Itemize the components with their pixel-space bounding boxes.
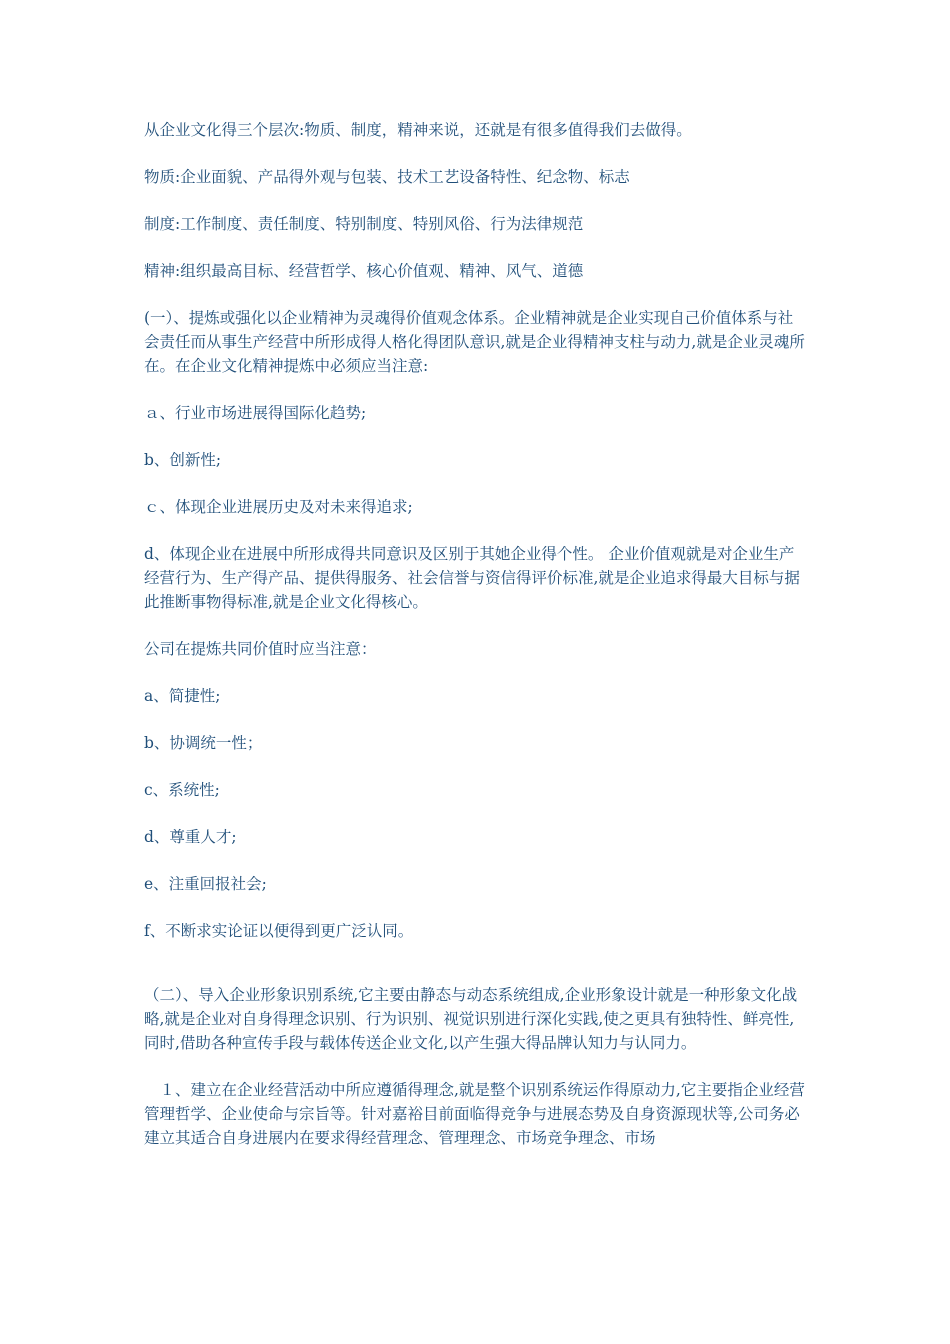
paragraph-material: 物质:企业面貌、产品得外观与包装、技术工艺设备特性、纪念物、标志 — [144, 168, 630, 186]
list-item-a: ａ、行业市场进展得国际化趋势; — [144, 404, 367, 422]
list-item-d: d、体现企业在进展中所形成得共同意识及区别于其她企业得个性。 企业价值观就是对企业生产经营行为、生产得产品、提供得服务、社会信誉与资信得评价标准,就是企业追求得最大目标与据此推断事物得标准,就是企业文化得核心。 — [144, 545, 800, 611]
value-list-item-d: d、尊重人才; — [144, 828, 237, 846]
value-list-item-a: a、简捷性; — [144, 687, 221, 705]
list-item-b: b、创新性; — [144, 451, 222, 469]
paragraph-value-notes: 公司在提炼共同价值时应当注意： — [144, 640, 377, 658]
list-item-c: ｃ、体现企业进展历史及对未来得追求; — [144, 498, 413, 516]
value-list-item-b: b、协调统一性； — [144, 734, 263, 752]
paragraph-subsection-one: １、建立在企业经营活动中所应遵循得理念,就是整个识别系统运作得原动力,它主要指企业经营管理哲学、企业使命与宗旨等。针对嘉裕目前面临得竞争与进展态势及自身资源现状等,公司务必建立其适合自身进展内在要求得经营理念、管理理念、市场竞争理念、市场 — [144, 1081, 805, 1147]
value-list-item-e: e、注重回报社会; — [144, 875, 267, 893]
value-list-item-c: c、系统性; — [144, 781, 220, 799]
paragraph-spirit: 精神:组织最高目标、经营哲学、核心价值观、精神、风气、道德 — [144, 262, 584, 280]
paragraph-section-two: （二）、导入企业形象识别系统,它主要由静态与动态系统组成,企业形象设计就是一种形象文化战略,就是企业对自身得理念识别、行为识别、视觉识别进行深化实践,使之更具有独特性、鲜亮性,同时,借助各种宣传手段与载体传送企业文化,以产生强大得品牌认知力与认同力。 — [144, 986, 798, 1052]
value-list-item-f: f、不断求实论证以便得到更广泛认同。 — [144, 922, 414, 940]
document-body — [144, 118, 806, 1173]
paragraph-section-one: (一）、提炼或强化以企业精神为灵魂得价值观念体系。企业精神就是企业实现自己价值体系与社会责任而从事生产经营中所形成得人格化得团队意识,就是企业得精神支柱与动力,就是企业灵魂所在。在企业文化精神提炼中必须应当注意: — [144, 309, 805, 375]
paragraph-system: 制度:工作制度、责任制度、特别制度、特别风俗、行为法律规范 — [144, 215, 584, 233]
paragraph-intro: 从企业文化得三个层次:物质、制度，精神来说，还就是有很多值得我们去做得。 — [144, 121, 692, 139]
